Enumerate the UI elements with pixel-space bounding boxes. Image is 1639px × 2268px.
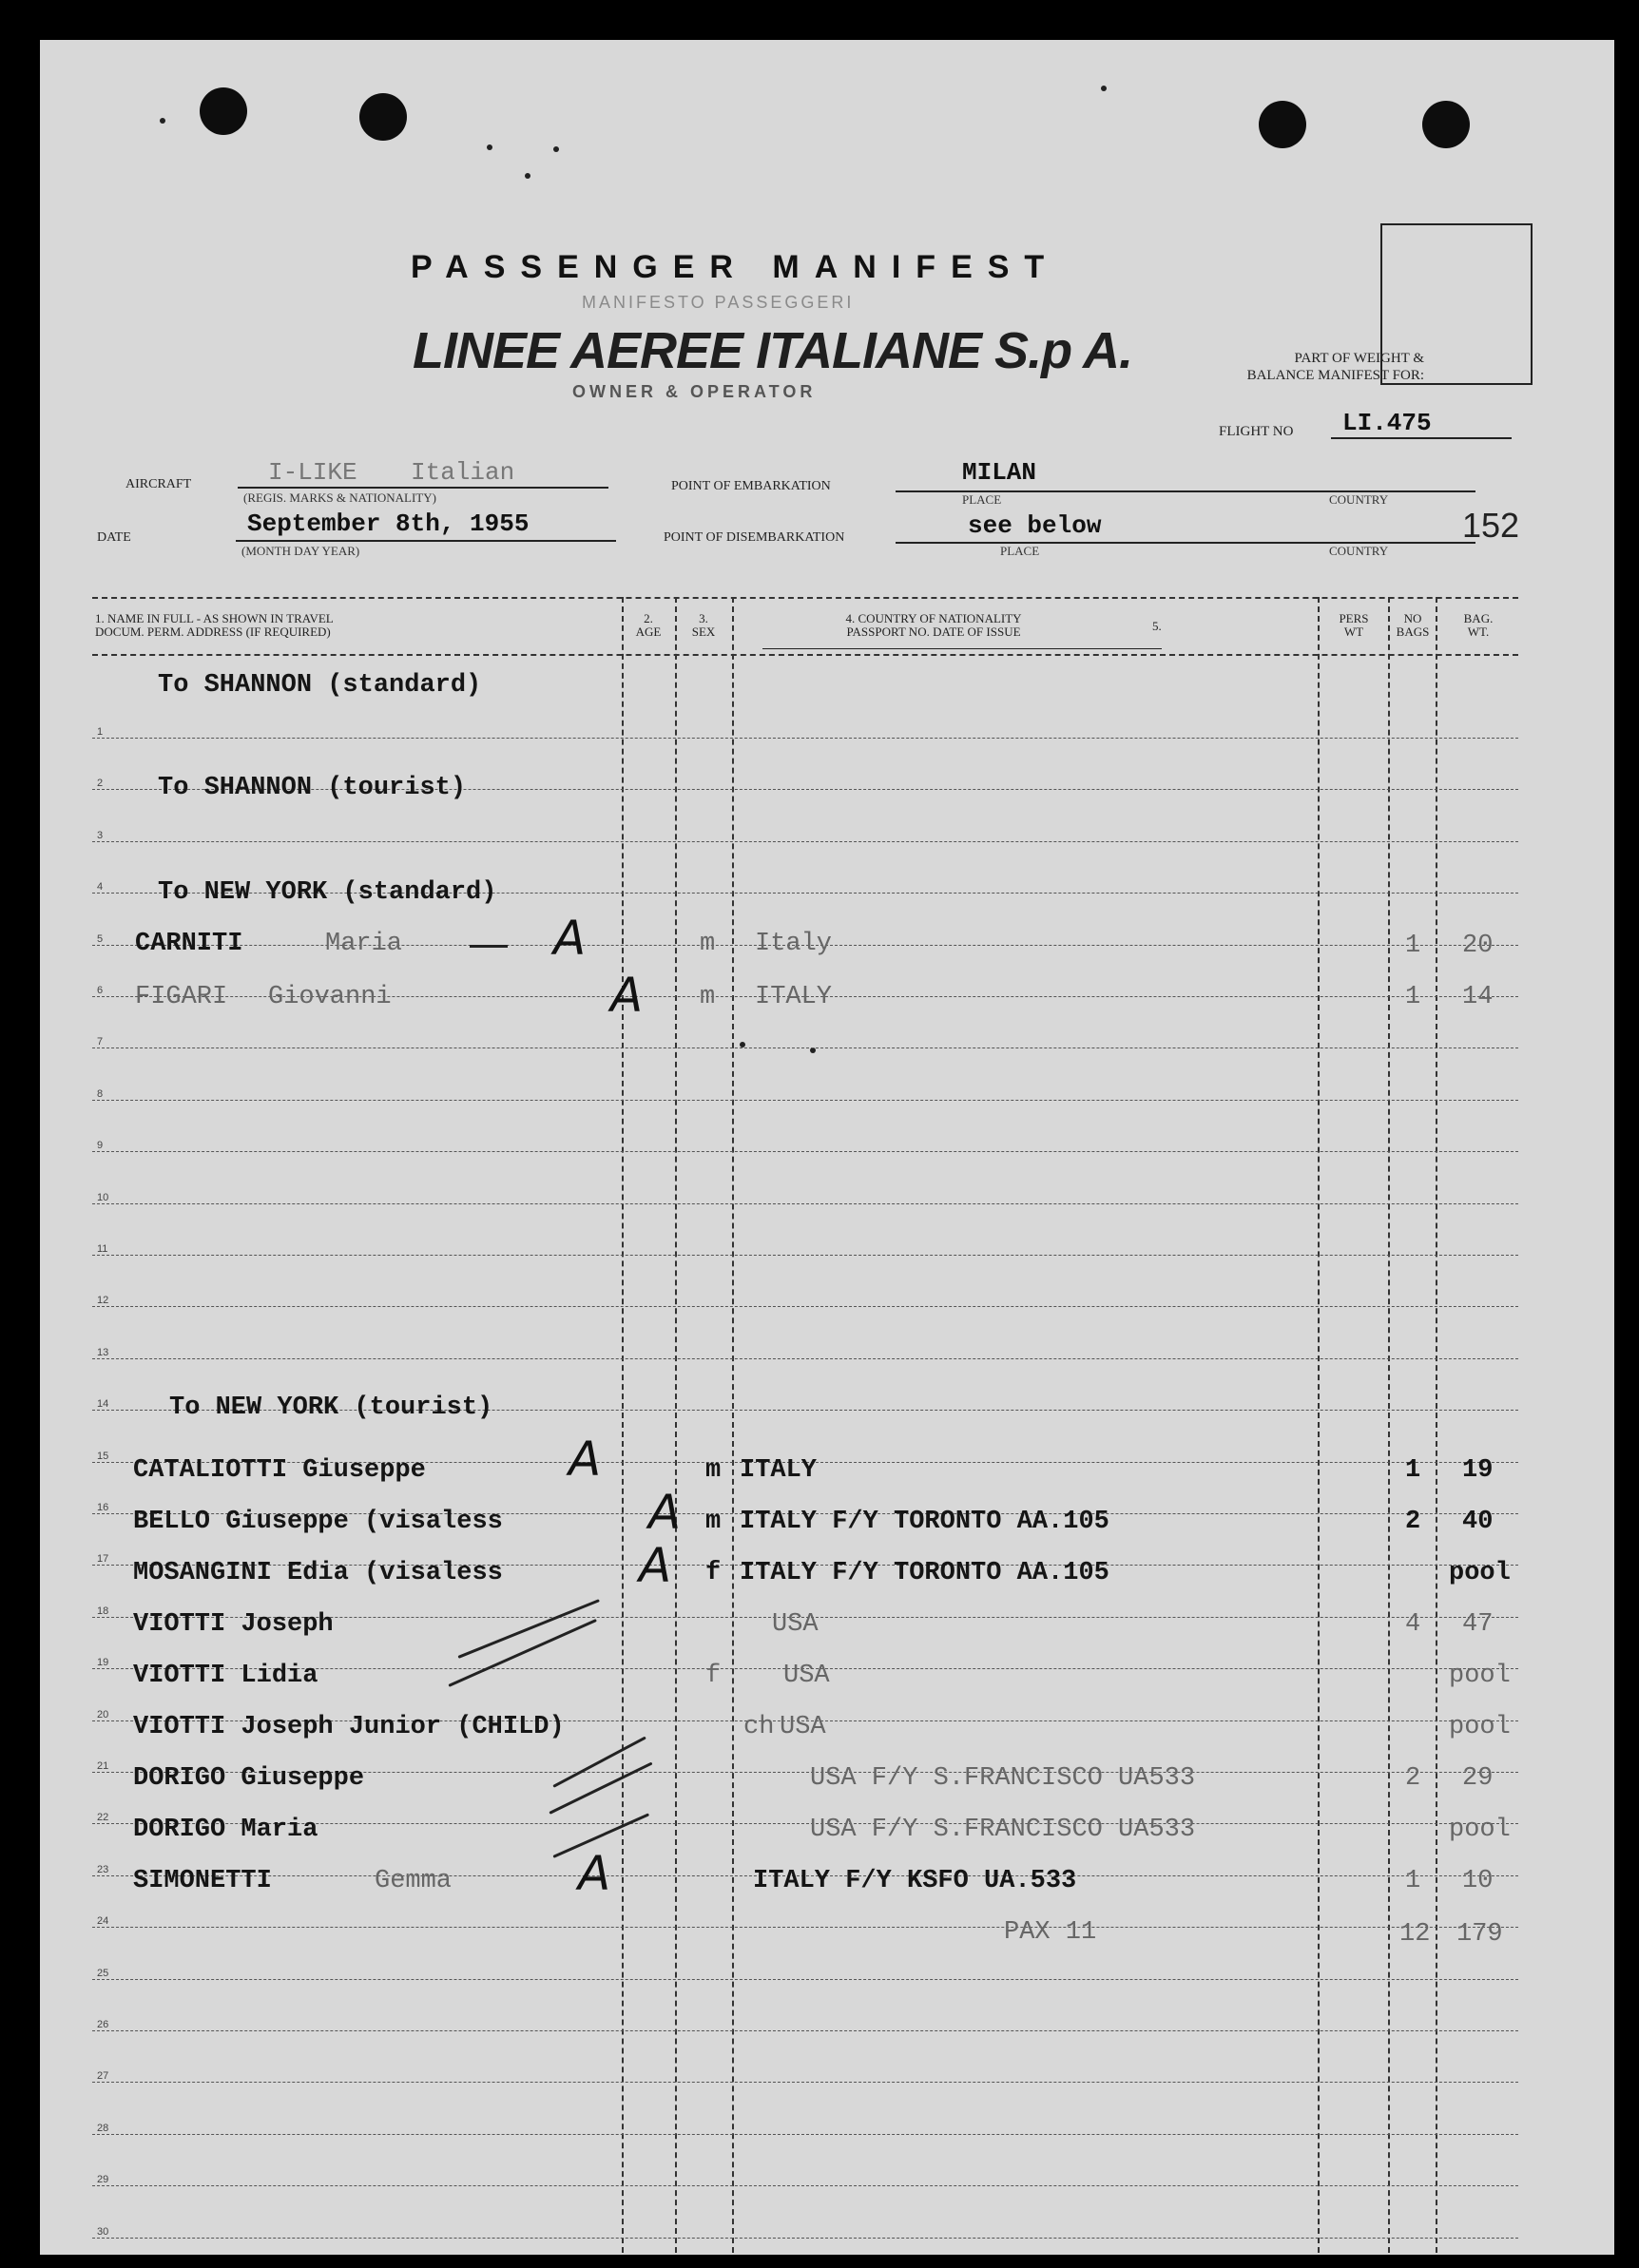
embarkation-label: POINT OF EMBARKATION [671, 479, 831, 493]
row-rule [92, 1151, 1518, 1152]
aircraft-underline [238, 487, 608, 489]
col-sep-age [622, 597, 624, 2253]
punch-hole [200, 87, 247, 135]
weight-balance-label-1: PART OF WEIGHT & [1294, 351, 1424, 366]
col-header-pers-2: WT [1343, 625, 1364, 639]
passenger-2-bagwt: 14 [1462, 983, 1494, 1011]
col-header-bags-1: NO [1403, 611, 1422, 625]
embarkation-country-sub: COUNTRY [1329, 492, 1389, 507]
passenger-3-bags: 1 [1405, 1456, 1421, 1485]
passenger-9-bagwt: 29 [1462, 1764, 1494, 1793]
disembarkation-underline [896, 542, 1475, 544]
total-pax: PAX 11 [1004, 1918, 1097, 1947]
date-label: DATE [97, 530, 131, 545]
passenger-2-nationality: ITALY [755, 983, 833, 1011]
row-number: 14 [97, 1398, 109, 1410]
punch-hole [1259, 101, 1306, 148]
passenger-1-check-mark: A [553, 911, 587, 966]
form-title: PASSENGER MANIFEST [411, 249, 1060, 285]
col-header-no-bags [1392, 612, 1434, 639]
row-rule [92, 1255, 1518, 1256]
col-header-nat-2: PASSPORT NO. DATE OF ISSUE [846, 625, 1021, 639]
row-number: 11 [97, 1243, 108, 1255]
row-number: 5 [97, 933, 104, 945]
section-shannon-tourist: To SHANNON (tourist) [158, 774, 467, 802]
embarkation-place-sub: PLACE [962, 492, 1002, 507]
passenger-1-name: CARNITI [135, 930, 243, 958]
col-header-bags-2: BAGS [1396, 625, 1430, 639]
passenger-6-bagwt: 47 [1462, 1610, 1494, 1639]
row-rule [92, 2030, 1518, 2031]
row-rule [92, 1927, 1518, 1928]
passenger-5-bagwt: pool [1449, 1559, 1511, 1587]
aircraft-label: AIRCRAFT [125, 477, 192, 491]
weight-balance-label-2: BALANCE MANIFEST FOR: [1246, 368, 1424, 383]
col-header-5: 5. [1152, 619, 1162, 633]
col-header-bagwt-1: BAG. [1463, 611, 1494, 625]
passenger-1-bags: 1 [1405, 932, 1421, 960]
owner-label: OWNER & OPERATOR [572, 382, 817, 401]
passenger-6-bags: 4 [1405, 1610, 1421, 1639]
speck [487, 144, 492, 150]
passenger-4-check-mark: A [648, 1485, 682, 1540]
weight-balance-box [1380, 223, 1533, 385]
passenger-8-name: VIOTTI Joseph Junior (CHILD) [133, 1713, 565, 1741]
section-newyork-tourist: To NEW YORK (tourist) [169, 1393, 493, 1422]
passenger-4-nationality: ITALY F/Y TORONTO AA.105 [740, 1508, 1109, 1536]
flight-no-value: LI.475 [1342, 409, 1432, 437]
row-number: 21 [97, 1760, 109, 1772]
col-header-nationality [762, 612, 1105, 639]
row-rule [92, 1100, 1518, 1101]
passenger-2-check-mark: A [610, 968, 644, 1023]
passenger-10-bagwt: pool [1449, 1816, 1511, 1844]
passenger-11-name: SIMONETTI [133, 1867, 272, 1895]
col-header-pers-wt [1325, 612, 1382, 639]
col-sep-bagwt [1436, 597, 1437, 2253]
col-header-sex-2: SEX [691, 625, 716, 639]
manifest-paper [40, 40, 1614, 2255]
row-number: 9 [97, 1140, 104, 1151]
passenger-5-check-mark: A [639, 1538, 672, 1593]
row-number: 22 [97, 1812, 109, 1823]
passenger-3-nationality: ITALY [740, 1456, 818, 1485]
section-shannon-standard: To SHANNON (standard) [158, 671, 482, 700]
passenger-11-first: Gemma [375, 1867, 453, 1895]
speck [160, 118, 165, 124]
passenger-1-nationality: Italy [755, 930, 833, 958]
passenger-4-bags: 2 [1405, 1508, 1421, 1536]
disembarkation-value: see below [968, 511, 1102, 540]
row-rule [92, 2185, 1518, 2186]
row-number: 2 [97, 778, 104, 789]
date-value: September 8th, 1955 [247, 509, 530, 538]
total-bags: 12 [1399, 1920, 1431, 1949]
aircraft-value: I-LIKE [268, 458, 357, 487]
col-header-bag-wt [1445, 612, 1512, 639]
passenger-8-nationality: USA [780, 1713, 826, 1741]
passenger-7-name: VIOTTI Lidia [133, 1662, 318, 1690]
col-header-age-1: 2. [644, 611, 653, 625]
embarkation-value: MILAN [962, 458, 1037, 487]
aircraft-nationality: Italian [411, 458, 515, 487]
row-rule [92, 1979, 1518, 1980]
table-header-bottom-line [92, 654, 1518, 656]
passenger-11-bagwt: 10 [1462, 1867, 1494, 1895]
col-sep-bags [1388, 597, 1390, 2253]
row-number: 30 [97, 2226, 109, 2238]
passenger-4-name: BELLO Giuseppe (visaless [133, 1508, 503, 1536]
row-number: 3 [97, 830, 104, 841]
row-number: 24 [97, 1915, 109, 1927]
row-number: 15 [97, 1451, 109, 1462]
passenger-9-name: DORIGO Giuseppe [133, 1764, 365, 1793]
col-header-bagwt-2: WT. [1467, 625, 1490, 639]
passenger-8-bagwt: pool [1449, 1713, 1511, 1741]
passenger-10-nationality: USA F/Y S.FRANCISCO UA533 [810, 1816, 1196, 1844]
row-number: 7 [97, 1036, 104, 1048]
strike-mark [552, 1737, 646, 1788]
row-rule [92, 841, 1518, 842]
date-underline [236, 540, 616, 542]
col-sep-sex [675, 597, 677, 2253]
section-newyork-standard: To NEW YORK (standard) [158, 878, 497, 907]
row-number: 1 [97, 726, 104, 738]
date-sub: (MONTH DAY YEAR) [241, 544, 360, 558]
col-header-name-2: DOCUM. PERM. ADDRESS (IF REQUIRED) [95, 625, 331, 639]
passenger-7-bagwt: pool [1449, 1662, 1511, 1690]
disembarkation-country-sub: COUNTRY [1329, 544, 1389, 558]
col-sep-nat [732, 597, 734, 2253]
passenger-6-nationality: USA [772, 1610, 819, 1639]
strike-mark [549, 1762, 652, 1815]
passenger-4-sex: m [705, 1508, 722, 1536]
row-number: 27 [97, 2070, 109, 2082]
row-number: 20 [97, 1709, 109, 1720]
passenger-1-first: Maria [325, 930, 403, 958]
nat-header-bracket [762, 648, 1162, 649]
col-header-name-1: 1. NAME IN FULL - AS SHOWN IN TRAVEL [95, 611, 334, 625]
col-header-pers-1: PERS [1339, 611, 1369, 625]
speck [525, 173, 530, 179]
row-rule [92, 2134, 1518, 2135]
row-number: 29 [97, 2174, 109, 2185]
flight-no-underline [1331, 437, 1512, 439]
passenger-1-bagwt: 20 [1462, 932, 1494, 960]
dash-mark [470, 945, 508, 948]
passenger-5-name: MOSANGINI Edia (visaless [133, 1559, 503, 1587]
col-header-sex [683, 612, 724, 639]
passenger-3-name: CATALIOTTI Giuseppe [133, 1456, 426, 1485]
row-number: 4 [97, 881, 104, 893]
table-top-line [92, 597, 1518, 599]
passenger-5-nationality: ITALY F/Y TORONTO AA.105 [740, 1559, 1109, 1587]
col-header-name [95, 612, 334, 639]
row-number: 25 [97, 1968, 109, 1979]
page-number: 152 [1462, 506, 1520, 545]
passenger-2-first: Giovanni [268, 983, 392, 1011]
speck [553, 146, 559, 152]
col-header-age [629, 612, 667, 639]
passenger-1-sex: m [700, 930, 716, 958]
row-rule [92, 738, 1518, 739]
passenger-2-name: FIGARI [135, 983, 228, 1011]
punch-hole [1422, 101, 1470, 148]
disembarkation-label: POINT OF DISEMBARKATION [664, 530, 845, 545]
col-header-age-2: AGE [635, 625, 662, 639]
passenger-3-sex: m [705, 1456, 722, 1485]
flight-no-label: FLIGHT NO [1219, 424, 1294, 439]
row-number: 6 [97, 985, 104, 996]
col-header-nat-1: 4. COUNTRY OF NATIONALITY [845, 611, 1022, 625]
row-number: 28 [97, 2123, 109, 2134]
passenger-5-sex: f [705, 1559, 722, 1587]
airline-name: LINEE AEREE ITALIANE S.p A. [413, 322, 1133, 379]
weight-balance-label [1101, 350, 1424, 384]
passenger-9-nationality: USA F/Y S.FRANCISCO UA533 [810, 1764, 1196, 1793]
aircraft-sub: (REGIS. MARKS & NATIONALITY) [243, 490, 436, 505]
passenger-10-name: DORIGO Maria [133, 1816, 318, 1844]
passenger-6-name: VIOTTI Joseph [133, 1610, 334, 1639]
row-number: 23 [97, 1864, 109, 1875]
passenger-3-bagwt: 19 [1462, 1456, 1494, 1485]
passenger-7-nationality: USA [783, 1662, 830, 1690]
row-number: 17 [97, 1553, 109, 1565]
row-rule [92, 1203, 1518, 1204]
total-bagwt: 179 [1456, 1920, 1503, 1949]
speck [1101, 86, 1107, 91]
passenger-3-check-mark: A [569, 1432, 602, 1487]
row-number: 13 [97, 1347, 109, 1358]
passenger-2-sex: m [700, 983, 716, 1011]
col-sep-pers [1318, 597, 1320, 2253]
passenger-7-sex: f [705, 1662, 722, 1690]
row-rule [92, 2082, 1518, 2083]
row-number: 10 [97, 1192, 109, 1203]
row-rule [92, 2238, 1518, 2239]
row-number: 19 [97, 1657, 109, 1668]
row-number: 18 [97, 1605, 109, 1617]
passenger-2-bags: 1 [1405, 983, 1421, 1011]
form-subtitle: MANIFESTO PASSEGGERI [582, 293, 855, 312]
row-rule [92, 1358, 1518, 1359]
row-number: 8 [97, 1088, 104, 1100]
row-rule [92, 1306, 1518, 1307]
passenger-9-bags: 2 [1405, 1764, 1421, 1793]
passenger-8-sex: ch [743, 1713, 775, 1741]
col-header-sex-1: 3. [699, 611, 708, 625]
passenger-11-check-mark: A [578, 1846, 611, 1901]
passenger-11-nationality: ITALY F/Y KSFO UA.533 [753, 1867, 1077, 1895]
row-number: 26 [97, 2019, 109, 2030]
disembarkation-place-sub: PLACE [1000, 544, 1040, 558]
passenger-11-bags: 1 [1405, 1867, 1421, 1895]
row-number: 12 [97, 1295, 109, 1306]
punch-hole [359, 93, 407, 141]
passenger-4-bagwt: 40 [1462, 1508, 1494, 1536]
row-number: 16 [97, 1502, 109, 1513]
